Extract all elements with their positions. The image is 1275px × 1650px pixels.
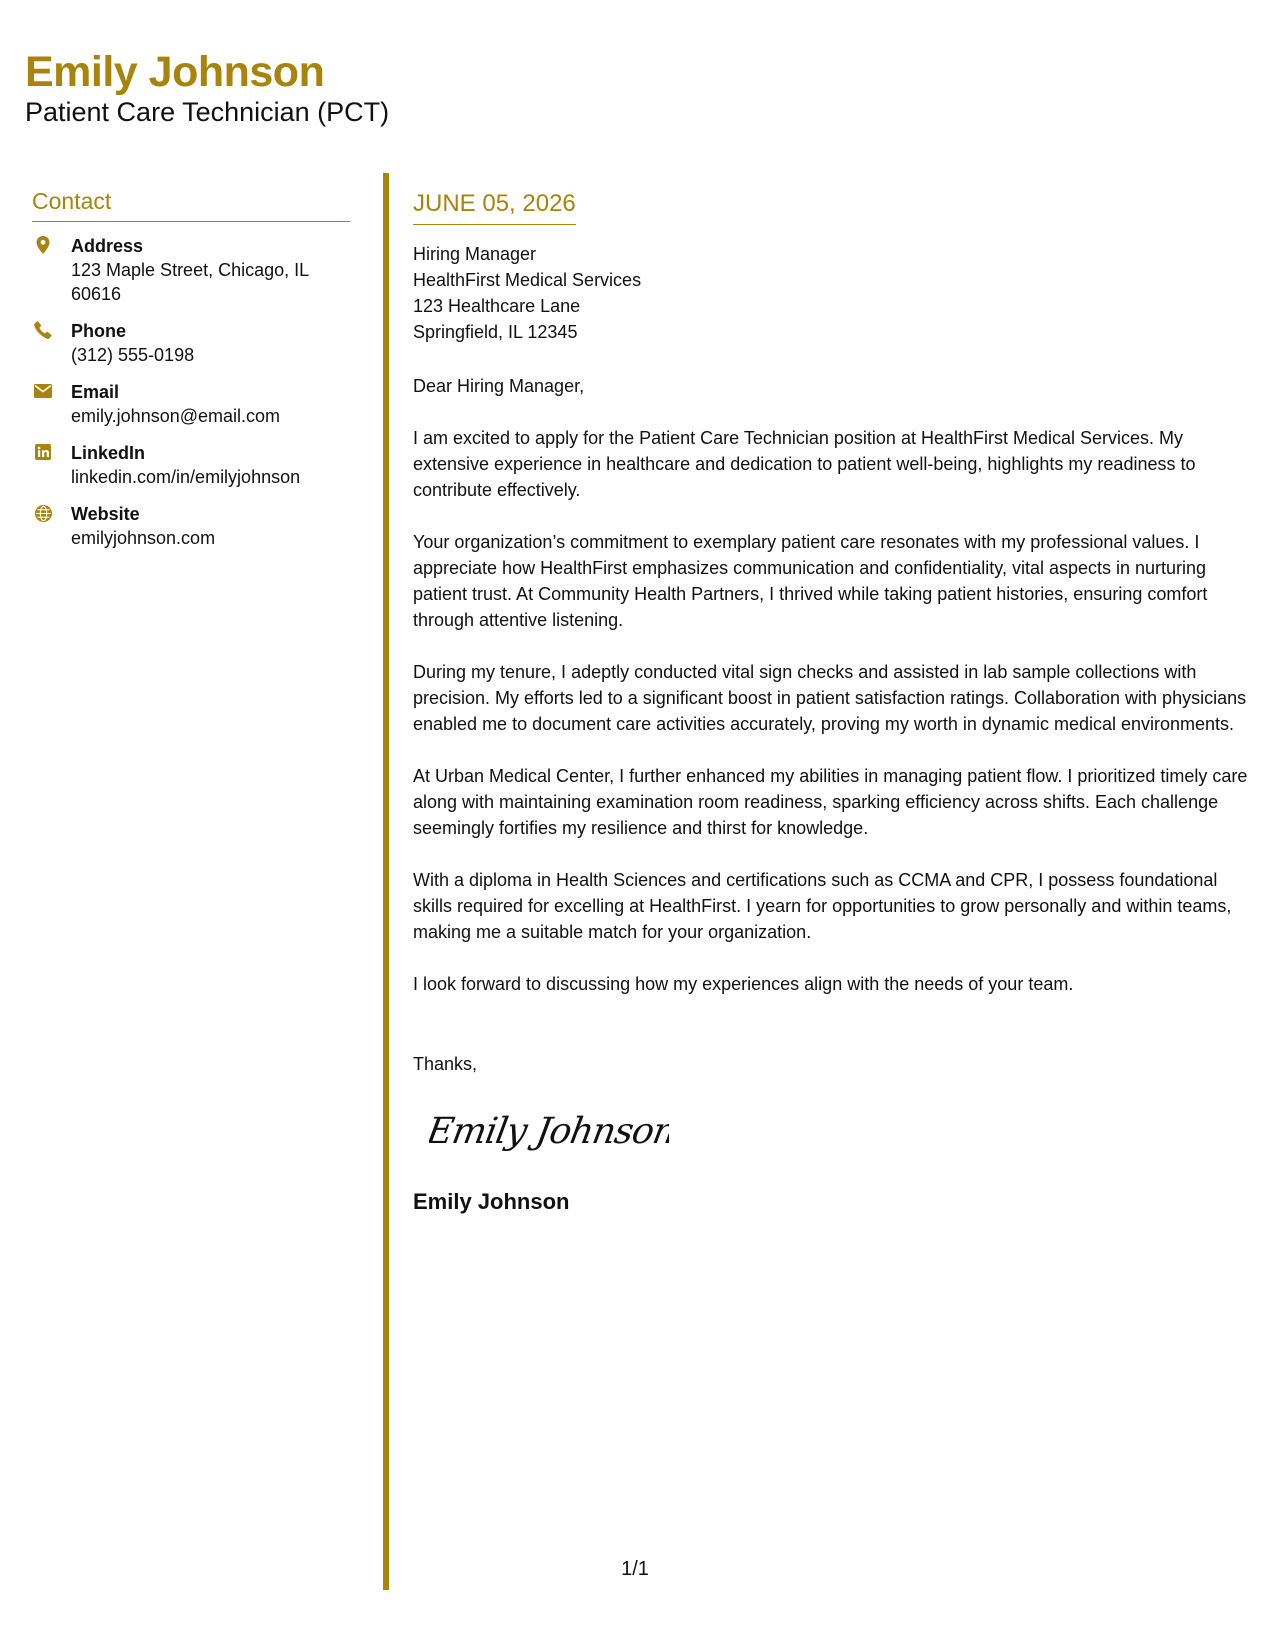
letter-date: JUNE 05, 2026 [413,189,576,225]
letter-body [413,189,1253,1216]
column-divider [383,173,389,1590]
closing: Thanks, [413,1054,478,1074]
contact-item-email [32,380,350,428]
envelope-icon [34,382,52,400]
handwritten-signature [429,1099,669,1169]
contact-label: Email [71,382,120,402]
page-number: 1/1 [621,1558,649,1580]
phone-value: (312) 555-0198 [71,345,195,365]
recipient-line: Hiring Manager [413,244,537,264]
recipient-line: Springfield, IL 12345 [413,322,578,342]
contact-list [32,234,350,550]
resume-header [25,46,389,128]
linkedin-value: linkedin.com/in/emilyjohnson [71,467,301,487]
salutation: Dear Hiring Manager, [413,376,585,396]
email-value: emily.johnson@email.com [71,406,281,426]
letter-paragraph: I look forward to discussing how my experiences align with the needs of your team. [413,974,1074,994]
recipient-block [413,241,1253,345]
applicant-job-title: Patient Care Technician (PCT) [25,97,390,127]
contact-sidebar [32,186,350,563]
recipient-line: 123 Healthcare Lane [413,296,581,316]
applicant-name: Emily Johnson [25,48,325,96]
address-value: 123 Maple Street, Chicago, IL 60616 [71,260,309,304]
phone-icon [34,321,52,339]
letter-paragraph: At Urban Medical Center, I further enhanced my abilities in managing patient flow. I prioritized timely care along with maintaining examination room readiness, sparking efficiency across shifts. Each challenge seemingly fortifies my resilience and thirst for knowledge. [413,766,1248,838]
signed-name: Emily Johnson [413,1189,570,1214]
recipient-line: HealthFirst Medical Services [413,270,642,290]
letter-paragraph: During my tenure, I adeptly conducted vital sign checks and assisted in lab sample collections with precision. My efforts led to a significant boost in patient satisfaction ratings. Collaboration with physicians enabled me to document care activities accurately, proving my worth in dynamic medical environments. [413,662,1247,734]
contact-item-address [32,234,350,306]
svg-text:Emily Johnson: Emily Johnson [429,1109,669,1152]
linkedin-icon [34,443,52,461]
contact-label: Website [71,504,140,524]
map-marker-icon [34,236,52,254]
website-value: emilyjohnson.com [71,528,216,548]
contact-label: LinkedIn [71,443,146,463]
contact-label: Address [71,236,144,256]
globe-icon [34,504,52,522]
letter-paragraph: With a diploma in Health Sciences and certifications such as CCMA and CPR, I possess foundational skills required for excelling at HealthFirst. I yearn for opportunities to grow personally and within teams, making me a suitable match for your organization. [413,870,1232,942]
contact-item-phone [32,319,350,367]
contact-item-linkedin [32,441,350,489]
letter-paragraph: Your organization’s commitment to exemplary patient care resonates with my professional values. I appreciate how HealthFirst emphasizes communication and confidentiality, vital aspects in nurturing patient trust. At Community Health Partners, I thrived while taking patient histories, ensuring comfort through attentive listening. [413,532,1208,630]
contact-label: Phone [71,321,127,341]
contact-section-title: Contact [32,186,350,222]
letter-paragraph: I am excited to apply for the Patient Care Technician position at HealthFirst Medical Services. My extensive experience in healthcare and dedication to patient well-being, highlights my readiness to contribute effectively. [413,428,1196,500]
contact-item-website [32,502,350,550]
